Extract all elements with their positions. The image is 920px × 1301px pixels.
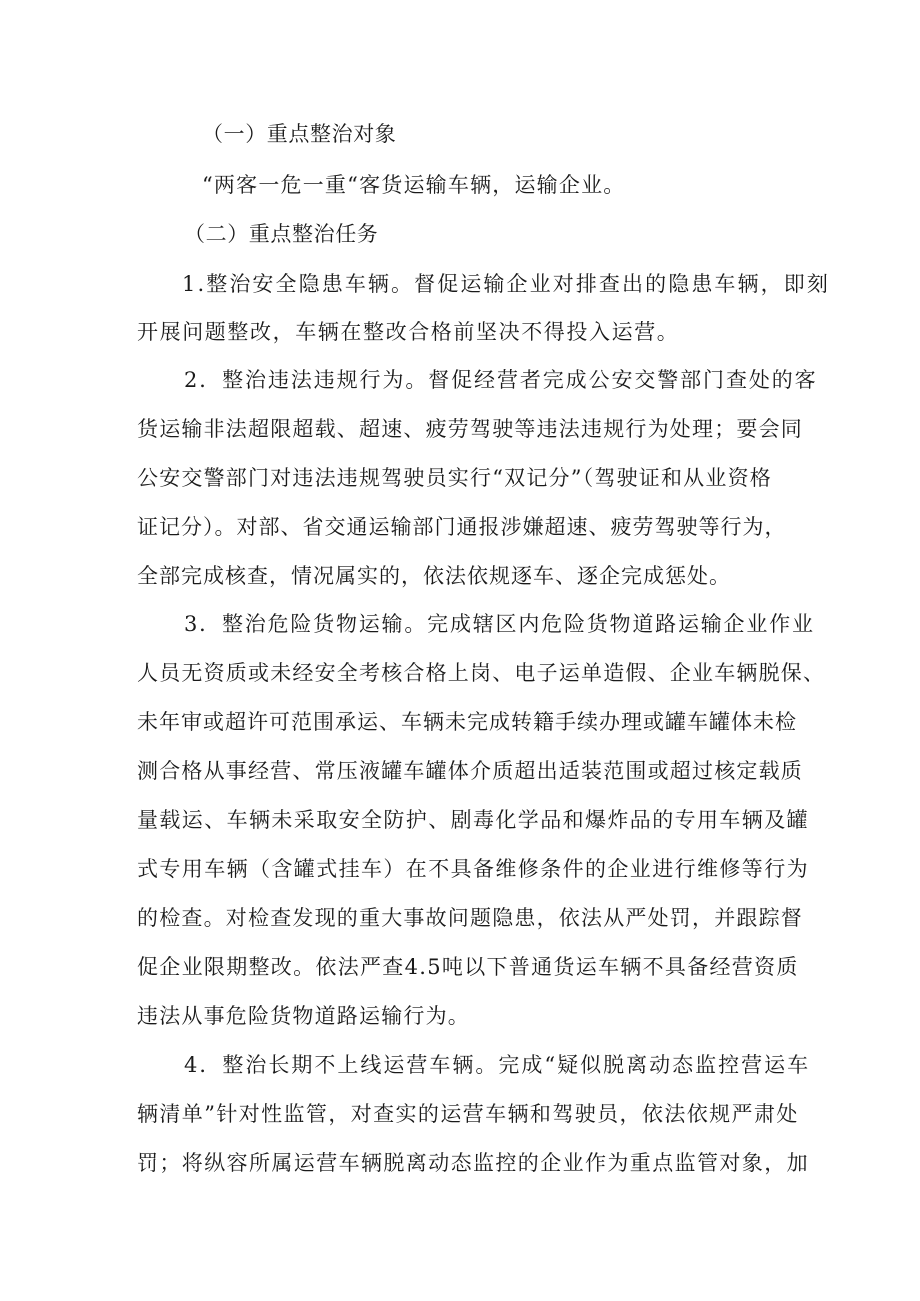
paragraph-line: 3．整治危险货物运输。完成辖区内危险货物道路运输企业作业 — [184, 612, 815, 636]
paragraph-line: 违法从事危险货物道路运输行为。 — [137, 1004, 470, 1028]
paragraph-line: 人员无资质或未经安全考核合格上岗、电子运单造假、企业车辆脱保、 — [137, 661, 826, 685]
paragraph-line: 2．整治违法违规行为。督促经营者完成公安交警部门查处的客 — [184, 368, 818, 392]
paragraph-line: 式专用车辆（含罐式挂车）在不具备维修条件的企业进行维修等行为 — [137, 857, 809, 881]
paragraph-line: “两客一危一重“客货运输车辆，运输企业。 — [202, 173, 626, 197]
paragraph-line: 公安交警部门对违法违规驾驶员实行“双记分”（驾驶证和从业资格 — [137, 466, 772, 490]
paragraph-line: 证记分）。对部、省交通运输部门通报涉嫌超速、疲劳驾驶等行为， — [137, 515, 787, 539]
paragraph-line: 1.整治安全隐患车辆。督促运输企业对排查出的隐患车辆，即刻 — [182, 272, 830, 296]
paragraph-line: 开展问题整改，车辆在整改合格前坚决不得投入运营。 — [137, 320, 680, 344]
paragraph-line: 罚；将纵容所属运营车辆脱离动态监控的企业作为重点监管对象，加 — [137, 1151, 809, 1175]
section-heading-targets: （一）重点整治对象 — [202, 122, 397, 146]
paragraph-line: 货运输非法超限超载、超速、疲劳驾驶等违法违规行为处理；要会同 — [137, 417, 803, 441]
paragraph-line: 全部完成核查，情况属实的，依法依规逐车、逐企完成惩处。 — [137, 564, 731, 588]
paragraph-line: 4．整治长期不上线运营车辆。完成“疑似脱离动态监控营运车 — [184, 1053, 811, 1077]
paragraph-line: 量载运、车辆未采取安全防护、剧毒化学品和爆炸品的专用车辆及罐 — [137, 808, 809, 832]
paragraph-line: 辆清单”针对性监管，对查实的运营车辆和驾驶员，依法依规严肃处 — [137, 1102, 799, 1126]
paragraph-line: 未年审或超许可范围承运、车辆未完成转籍手续办理或罐车罐体未检 — [137, 710, 797, 734]
section-heading-tasks: （二）重点整治任务 — [184, 222, 379, 246]
paragraph-line: 的检查。对检查发现的重大事故问题隐患，依法从严处罚，并跟踪督 — [137, 906, 803, 930]
paragraph-line: 测合格从事经营、常压液罐车罐体介质超出适装范围或超过核定载质 — [137, 759, 803, 783]
paragraph-line: 促企业限期整改。依法严查4.5吨以下普通货运车辆不具备经营资质 — [137, 955, 799, 979]
